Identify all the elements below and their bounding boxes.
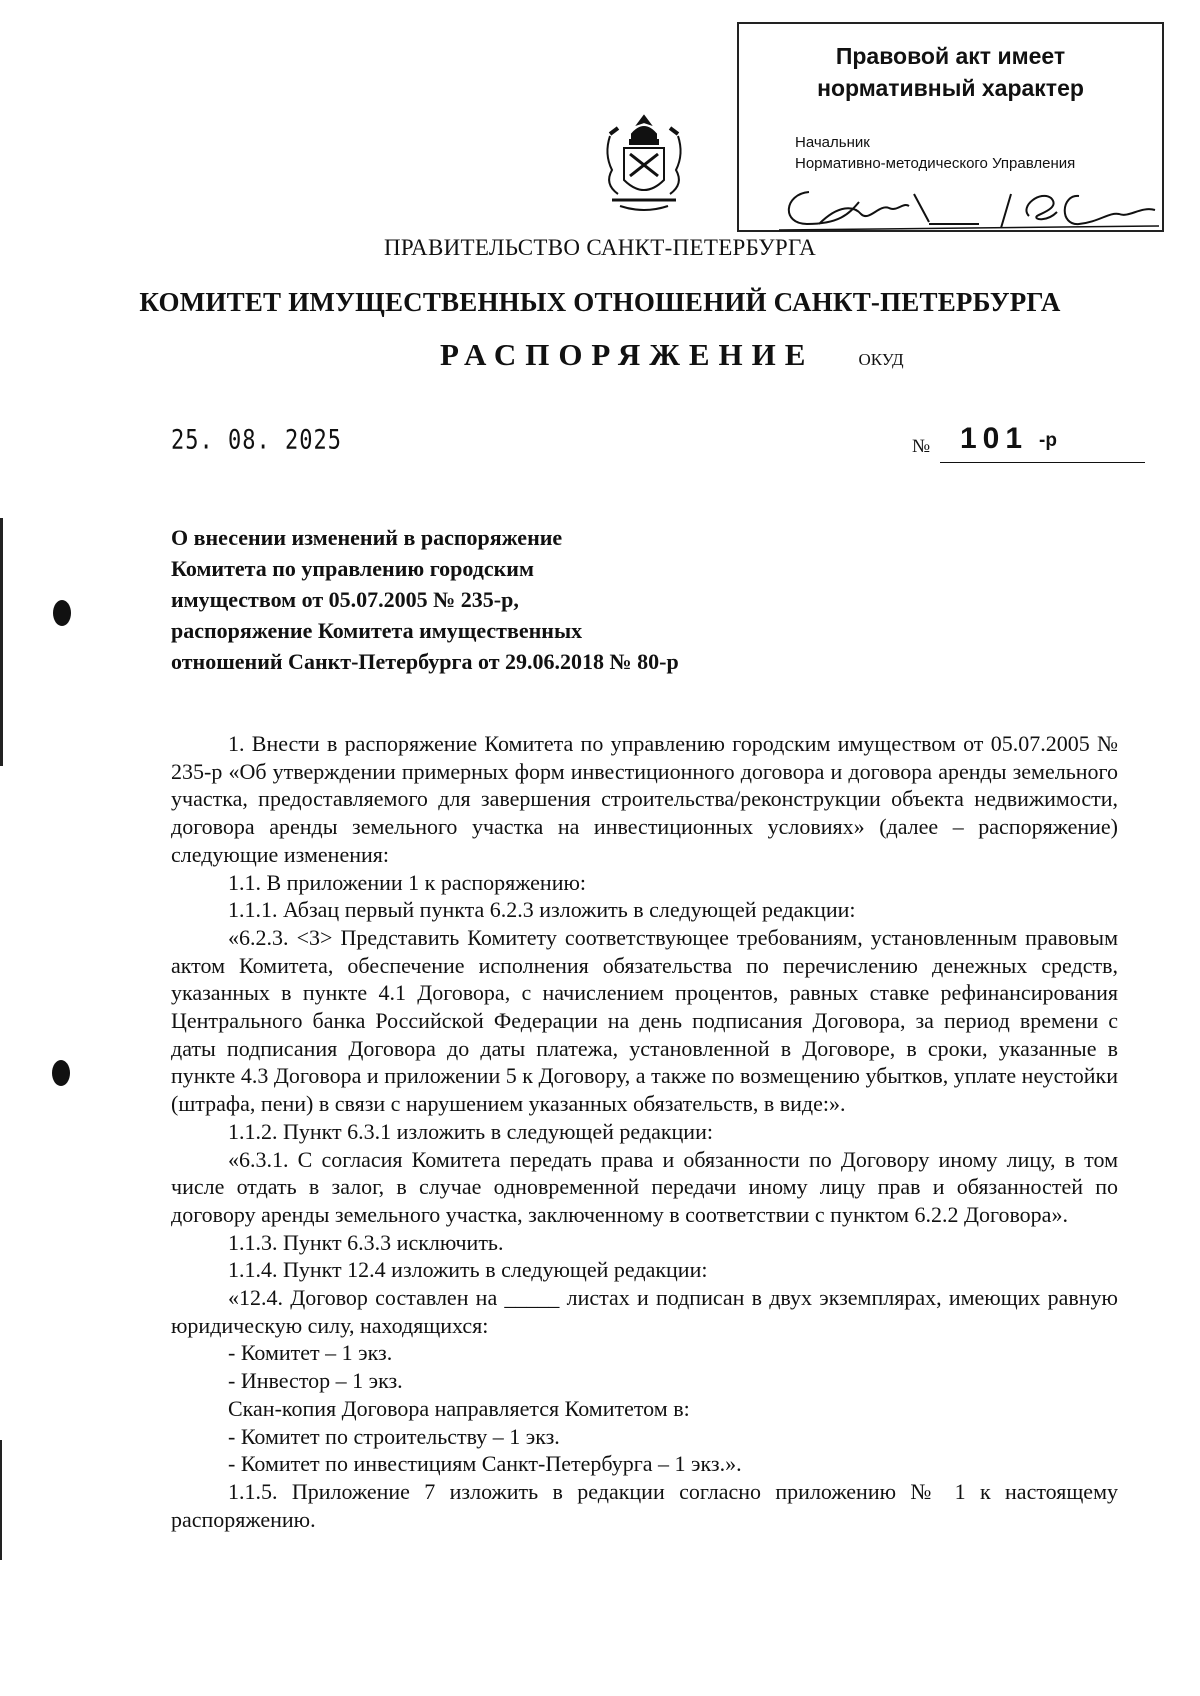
ink-blot [52, 1060, 70, 1086]
stamp-title [739, 40, 1162, 104]
subject-line: О внесении изменений в распоряжение [171, 525, 563, 550]
body-paragraph: 1.1.4. Пункт 12.4 изложить в следующей редакции: [228, 1257, 708, 1283]
subject-line: имуществом от 05.07.2005 № 235-р, [171, 587, 519, 612]
body-paragraph: - Комитет по строительству – 1 экз. [228, 1423, 560, 1449]
body-paragraph: - Комитет по инвестициям Санкт-Петербурга – 1 экз.». [228, 1451, 742, 1477]
number-suffix: -р [1039, 430, 1057, 451]
document-body [171, 730, 1118, 1533]
handwritten-signature [779, 184, 1159, 234]
subject-line: отношений Санкт-Петербурга от 29.06.2018 № 80-р [171, 649, 679, 674]
body-paragraph: - Комитет – 1 экз. [228, 1340, 393, 1366]
body-paragraph: «6.2.3. <3> Представить Комитету соответствующее требованиям, установленным правовым актом Комитета, обеспечение исполнения обязательства по перечислению денежных средств, указанных в пункте 4.1 Договора, с начислением процентов, равных ставке рефинансирования Центрального банка Российской Федерации на день подписания Договора, за период времени с даты подписания Договора до даты платежа, установленной в Договоре, в сроки, указанные в пункте 4.3 Договора и приложении 5 к Договору, а также по возмещению убытков, уплате неустойки (штрафа, пени) в связи с нарушением указанных обязательств, в виде:». [171, 924, 1118, 1117]
body-paragraph: 1.1. В приложении 1 к распоряжению: [228, 869, 587, 895]
body-paragraph: 1. Внести в распоряжение Комитета по управлению городским имуществом от 05.07.2005 № 235-р «Об утверждении примерных форм инвестиционного договора и договора аренды земельного участка, предоставляемого для завершения строительства/реконструкции объекта недвижимости, договора аренды земельного участка на инвестиционных условиях» (далее – распоряжение) следующие изменения: [171, 731, 1118, 867]
body-paragraph: «12.4. Договор составлен на _____ листах и подписан в двух экземплярах, имеющих равную юридическую силу, находящихся: [171, 1285, 1118, 1338]
body-paragraph: 1.1.5. Приложение 7 изложить в редакции согласно приложению № 1 к настоящему распоряжению. [171, 1478, 1118, 1532]
document-date: 25. 08. 2025 [171, 425, 342, 456]
okud-label: ОКУД [858, 350, 904, 369]
body-paragraph: 1.1.3. Пункт 6.3.3 исключить. [228, 1229, 504, 1255]
stamp-role-line: Нормативно-методического Управления [795, 155, 1076, 172]
scan-edge-mark [0, 1440, 2, 1560]
document-subject [171, 522, 811, 677]
stamp-role [795, 132, 1075, 174]
body-paragraph: Скан-копия Договора направляется Комитетом в: [228, 1395, 690, 1421]
subject-line: распоряжение Комитета имущественных [171, 618, 583, 643]
document-type: РАСПОРЯЖЕНИЕ [440, 337, 815, 372]
number-underline [940, 462, 1145, 463]
committee-heading: КОМИТЕТ ИМУЩЕСТВЕННЫХ ОТНОШЕНИЙ САНКТ-ПЕТЕРБУРГА [139, 287, 1061, 317]
coat-of-arms-emblem [600, 114, 688, 214]
order-heading [440, 337, 904, 373]
number-value: 101 [960, 422, 1029, 455]
government-heading: ПРАВИТЕЛЬСТВО САНКТ-ПЕТЕРБУРГА [383, 235, 817, 260]
subject-line: Комитета по управлению городским [171, 556, 534, 581]
stamp-title-line: нормативный характер [817, 75, 1084, 101]
body-paragraph: 1.1.2. Пункт 6.3.1 изложить в следующей редакции: [228, 1118, 713, 1144]
body-paragraph: - Инвестор – 1 экз. [228, 1368, 403, 1394]
number-label: № [912, 436, 931, 457]
scan-edge-mark [0, 518, 3, 766]
normative-stamp [737, 22, 1164, 232]
stamp-role-line: Начальник [795, 134, 870, 151]
ink-blot [53, 600, 71, 626]
body-paragraph: «6.3.1. С согласия Комитета передать права и обязанности по Договору иному лицу, в том числе отдать в залог, в случае одновременной передачи иному лицу прав и обязанностей по договору аренды земельного участка, заключенному в соответствии с пунктом 6.2.2 Договора». [171, 1146, 1118, 1227]
body-paragraph: 1.1.1. Абзац первый пункта 6.2.3 изложить в следующей редакции: [228, 897, 856, 923]
stamp-title-line: Правовой акт имеет [835, 43, 1066, 69]
